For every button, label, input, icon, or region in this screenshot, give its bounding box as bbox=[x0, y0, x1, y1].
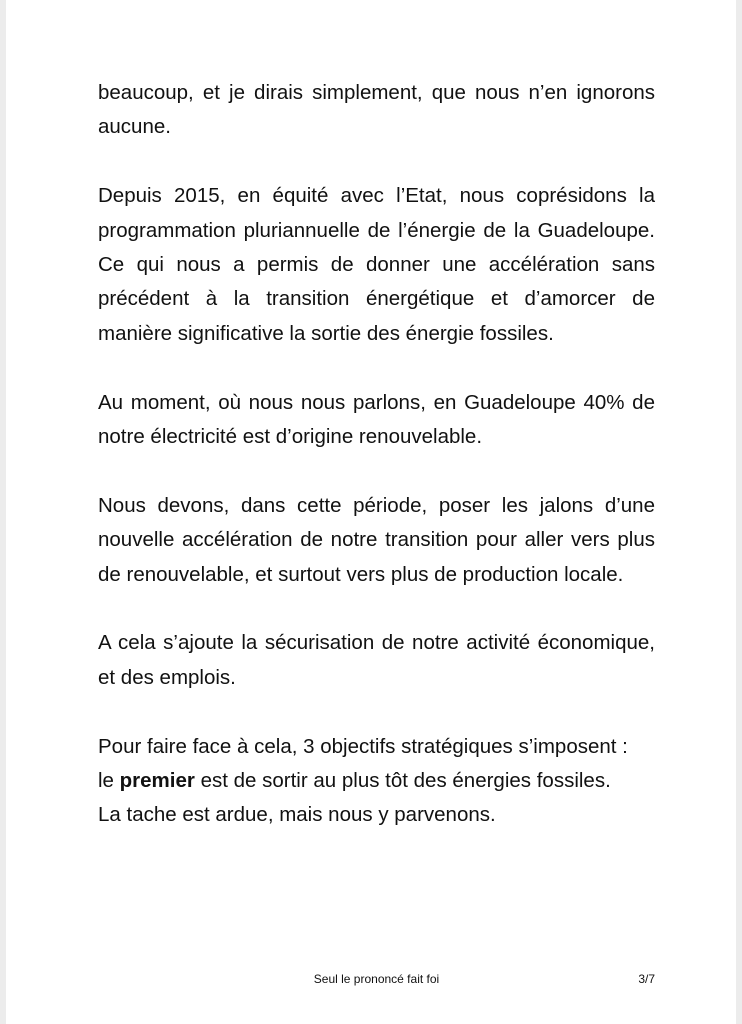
first-objective-line bbox=[98, 764, 655, 798]
paragraph-2: Depuis 2015, en équité avec l’Etat, nous coprésidons la programmation pluriannuelle de l’énergie de la Guadeloupe. Ce qui nous a permis de donner une accélération sans précédent à la transition énergétique et d’amorcer de manière significative la sortie des énergie fossiles. bbox=[98, 184, 655, 345]
first-objective-suffix: est de sortir au plus tôt des énergies fossiles. bbox=[194, 769, 611, 793]
paragraph-4: Nous devons, dans cette période, poser les jalons d’une nouvelle accélération de notre transition pour aller vers plus de renouvelable, et surtout vers plus de production locale. bbox=[98, 493, 655, 586]
objectives-intro: Pour faire face à cela, 3 objectifs stratégiques s’imposent : bbox=[98, 734, 628, 758]
paragraph-6 bbox=[98, 730, 655, 833]
paragraph-3: Au moment, où nous nous parlons, en Guadeloupe 40% de notre électricité est d’origine renouvelable. bbox=[98, 390, 655, 449]
first-objective-bold: premier bbox=[119, 769, 195, 793]
paragraph-1: beaucoup, et je dirais simplement, que nous n’en ignorons aucune. bbox=[98, 81, 655, 139]
footer-disclaimer: Seul le prononcé fait foi bbox=[313, 972, 440, 986]
closing-line: La tache est ardue, mais nous y parvenons. bbox=[98, 803, 496, 827]
first-objective-prefix: le bbox=[98, 769, 120, 793]
page-number: 3/7 bbox=[638, 972, 655, 986]
page-footer bbox=[98, 972, 655, 992]
paragraph-5: A cela s’ajoute la sécurisation de notre activité économique, et des emplois. bbox=[98, 631, 655, 689]
document-body bbox=[98, 76, 655, 833]
